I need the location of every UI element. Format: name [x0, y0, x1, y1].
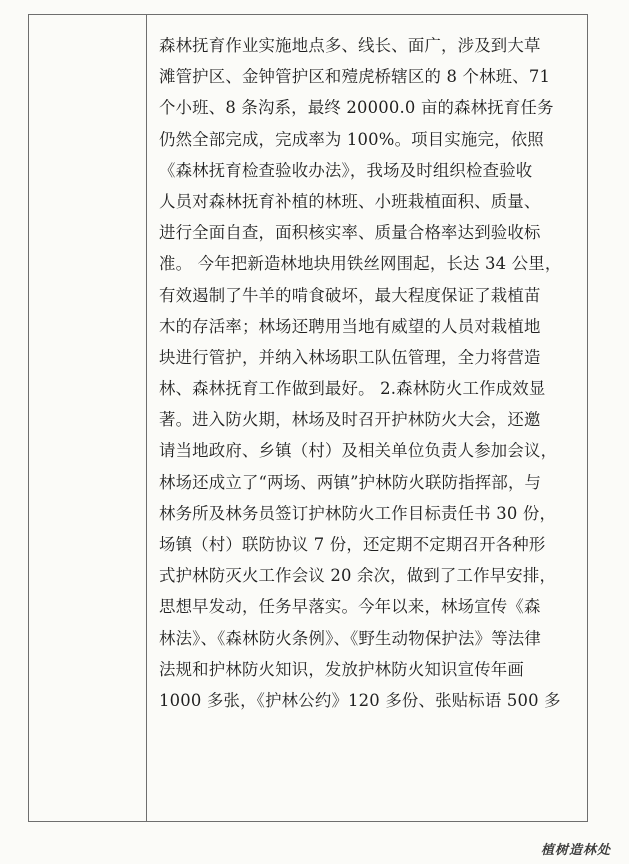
- text-line: 场镇（村）联防协议 7 份，还定期不定期召开各种形: [159, 535, 546, 554]
- text-line: 有效遏制了牛羊的啃食破坏，最大程度保证了栽植苗: [159, 285, 541, 305]
- text-line: 木的存活率；林场还聘用当地有威望的人员对栽植地: [159, 316, 541, 336]
- text-line: 《森林抚育检查验收办法》，我场及时组织检查验收: [159, 160, 533, 180]
- text-line: 个小班、8 条沟系，最终 20000.0 亩的森林抚育任务: [159, 98, 554, 118]
- body-paragraph: [159, 30, 577, 716]
- label-cell: [29, 15, 147, 821]
- text-line: 滩管护区、金钟管护区和殪虎桥辖区的 8 个林班、71: [159, 67, 551, 87]
- text-line: 进行全面自查，面积核实率、质量合格率达到验收标: [159, 223, 541, 243]
- text-line: 森林抚育作业实施地点多、线长、面广，涉及到大草: [159, 36, 541, 55]
- text-line: 著。进入防火期，林场及时召开护林防火大会，还邀: [159, 410, 541, 430]
- text-line: 准。 今年把新造林地块用铁丝网围起，长达 34 公里，: [159, 254, 562, 274]
- text-line: 式护林防灭火工作会议 20 余次，做到了工作早安排，: [159, 566, 557, 586]
- text-line: 人员对森林抚育补植的林班、小班栽植面积、质量、: [159, 191, 541, 211]
- text-line: 请当地政府、乡镇（村）及相关单位负责人参加会议，: [159, 441, 558, 461]
- content-cell: [147, 15, 587, 821]
- text-line: 块进行管护，并纳入林场职工队伍管理，全力将营造: [159, 347, 541, 367]
- text-line: 林务所及林务员签订护林防火工作目标责任书 30 份，: [159, 503, 557, 523]
- text-line: 1000 多张，《护林公约》120 多份、张贴标语 500 多: [159, 690, 561, 710]
- footer-watermark: 植树造林处: [540, 843, 611, 858]
- text-line: 林、森林抚育工作做到最好。 2.森林防火工作成效显: [159, 379, 546, 399]
- report-table: [28, 14, 588, 822]
- text-line: 仍然全部完成，完成率为 100%。项目实施完，依照: [159, 129, 544, 149]
- text-line: 林场还成立了“两场、两镇”护林防火联防指挥部，与: [159, 472, 542, 492]
- text-line: 林法》、《森林防火条例》、《野生动物保护法》等法律: [159, 628, 541, 648]
- text-line: 思想早发动，任务早落实。今年以来，林场宣传《森: [159, 597, 541, 617]
- text-line: 法规和护林防火知识，发放护林防火知识宣传年画: [159, 659, 524, 679]
